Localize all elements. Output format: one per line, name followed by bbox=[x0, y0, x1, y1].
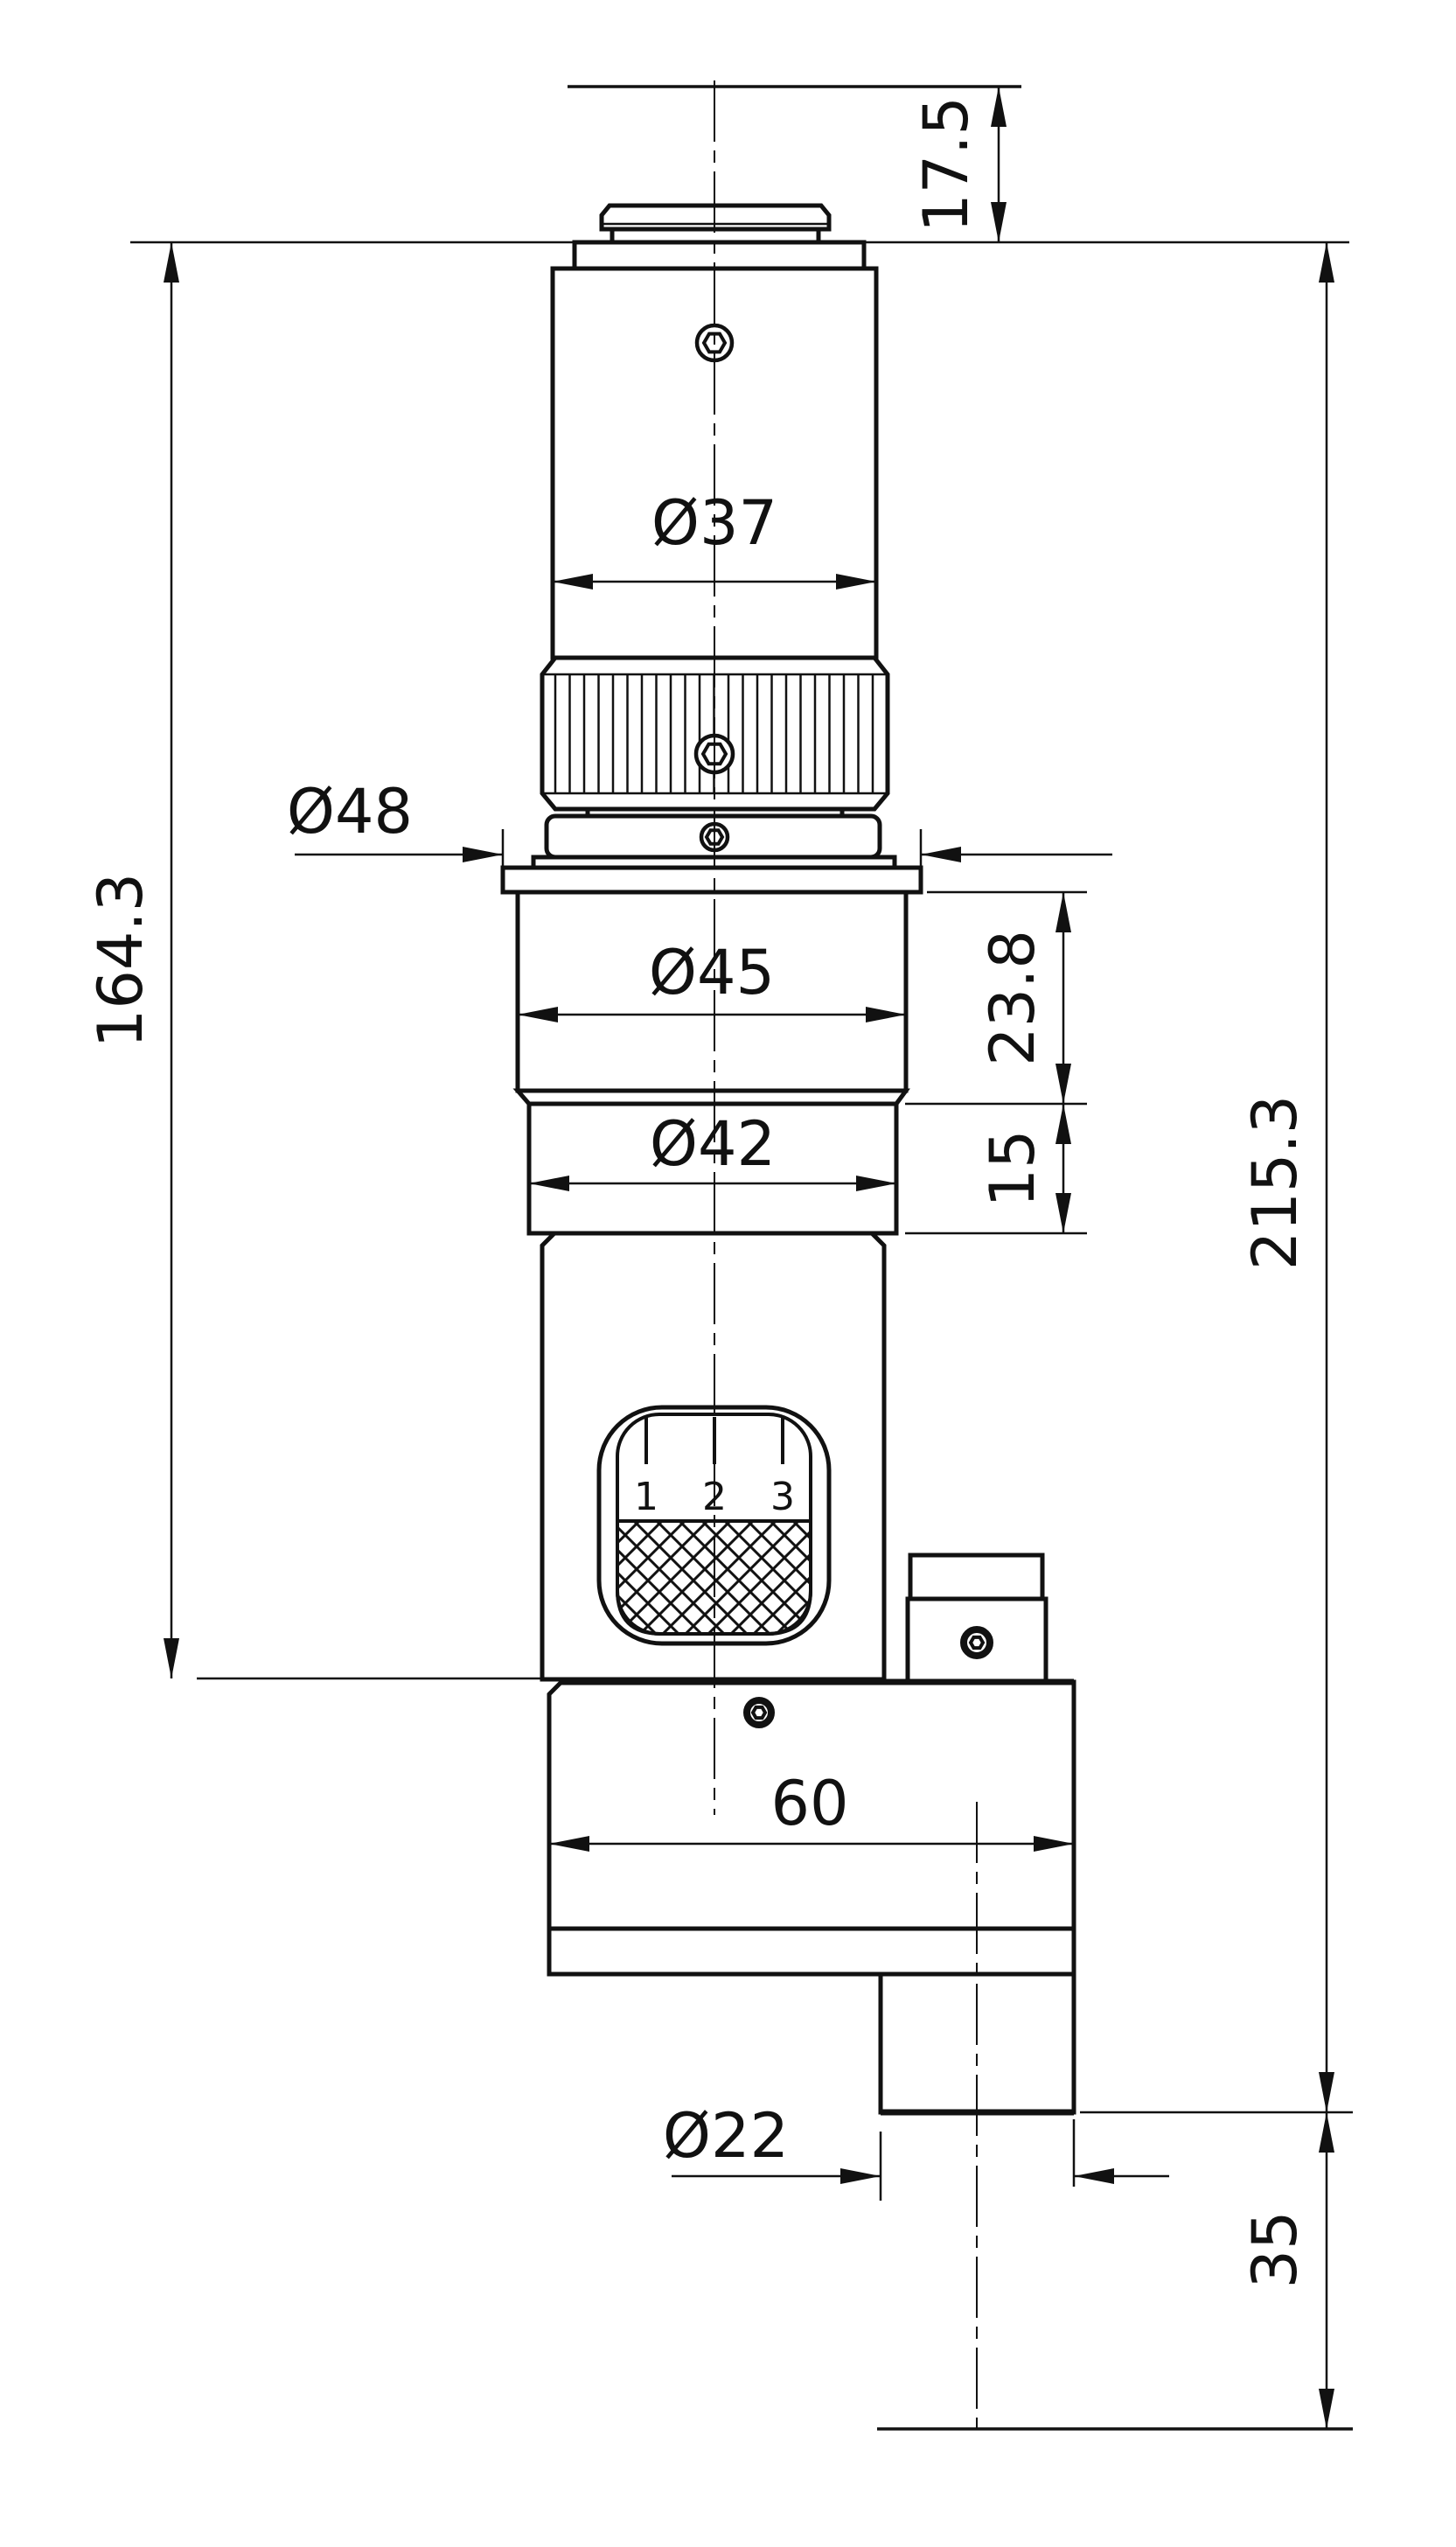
dim-overall-height bbox=[1239, 242, 1334, 2112]
dim-label-d45: Ø45 bbox=[648, 937, 776, 1008]
dim-label-35: 35 bbox=[1239, 2210, 1311, 2289]
dim-label-17-5: 17.5 bbox=[910, 96, 982, 233]
dim-top-offset bbox=[910, 87, 1007, 242]
dim-label-d42: Ø42 bbox=[649, 1108, 777, 1180]
dim-spigot-offset bbox=[1239, 2112, 1334, 2429]
dim-label-d22: Ø22 bbox=[662, 2100, 790, 2172]
shoulder-step bbox=[575, 242, 864, 269]
dim-upper-barrel-len bbox=[977, 892, 1071, 1104]
dim-label-15: 15 bbox=[977, 1129, 1048, 1208]
screw-clamp bbox=[964, 1629, 990, 1656]
dim-label-d48: Ø48 bbox=[286, 776, 414, 848]
dim-label-60: 60 bbox=[770, 1768, 849, 1839]
base-lip bbox=[549, 1929, 1074, 1974]
dim-label-d37: Ø37 bbox=[651, 487, 778, 559]
dim-lower-barrel-len bbox=[977, 1104, 1071, 1233]
clamp-block-top bbox=[910, 1555, 1042, 1599]
scale-tick-label-3: 3 bbox=[770, 1475, 795, 1519]
screw-base bbox=[747, 1700, 771, 1725]
scale-tick-label-1: 1 bbox=[634, 1475, 658, 1519]
mount-flange bbox=[503, 868, 921, 892]
dim-label-23-8: 23.8 bbox=[977, 930, 1048, 1066]
scale-tick-label-2: 2 bbox=[702, 1475, 727, 1519]
dim-label-164-3: 164.3 bbox=[85, 872, 157, 1049]
dim-label-215-3: 215.3 bbox=[1239, 1094, 1311, 1271]
dim-left-height bbox=[85, 242, 179, 1678]
